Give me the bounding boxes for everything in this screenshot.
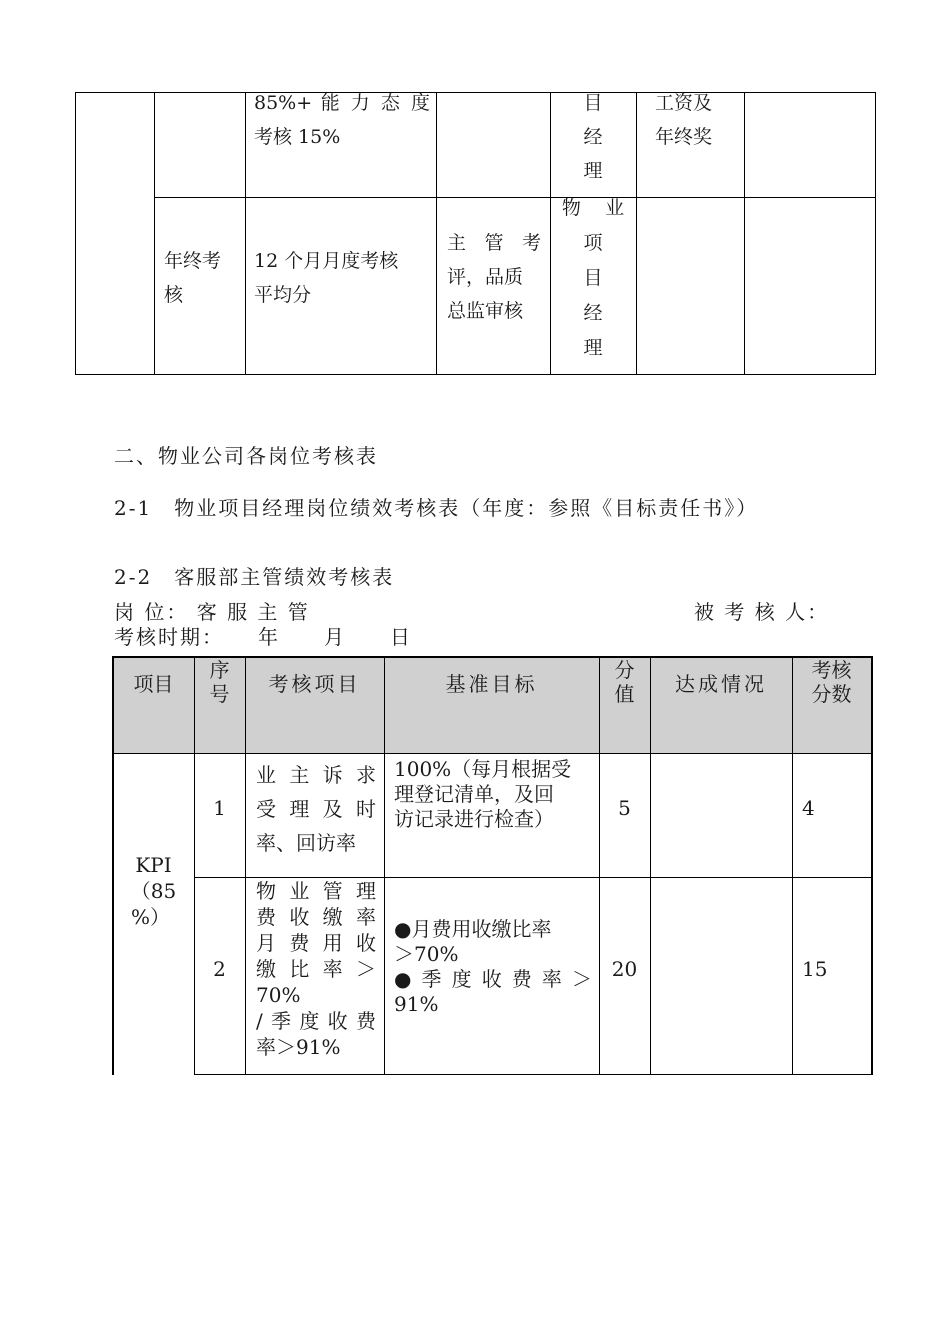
category-kpi: KPI （85 %） bbox=[130, 853, 177, 929]
row-seq: 2 bbox=[213, 957, 226, 981]
row-result: 4 bbox=[802, 796, 815, 820]
header-item: 项目 bbox=[133, 672, 174, 696]
row-target: ●月费用收缴比率 ＞70% ● 季 度 收 费 率 ＞ 91% bbox=[394, 917, 592, 1016]
subheading-2-1: 2-1 物业项目经理岗位绩效考核表（年度：参照《目标责任书》） bbox=[114, 496, 759, 520]
row1-method: 85%+ 能 力 态 度 考核 15% bbox=[254, 92, 430, 148]
header-seq: 序 号 bbox=[209, 658, 230, 706]
form-period: 考核时期： 年 月 日 bbox=[114, 625, 412, 649]
subheading-2-2: 2-2 客服部主管绩效考核表 bbox=[114, 565, 395, 589]
row-item: 业 主 诉 求 受 理 及 时 率、回访率 bbox=[256, 763, 376, 855]
section-heading: 二、物业公司各岗位考核表 bbox=[114, 444, 378, 468]
row-score: 20 bbox=[611, 957, 638, 981]
row-seq: 1 bbox=[213, 796, 226, 820]
header-assess-score: 考核 分数 bbox=[811, 658, 852, 706]
row2-approver: 物 业 项 目 经 理 bbox=[561, 197, 625, 359]
row-result: 15 bbox=[802, 957, 828, 981]
row2-reviewer: 主 管 考 评，品质 总监审核 bbox=[447, 232, 541, 322]
header-score: 分 值 bbox=[614, 658, 635, 706]
form-assessee: 被 考 核 人： bbox=[694, 600, 830, 624]
header-status: 达成情况 bbox=[675, 672, 767, 696]
row1-use: 工资及 年终奖 bbox=[655, 92, 713, 148]
header-assess-item: 考核项目 bbox=[268, 672, 361, 696]
row2-method: 12 个月月度考核 平均分 bbox=[254, 250, 399, 306]
row1-approver: 目 经 理 bbox=[583, 92, 603, 182]
form-position: 岗 位： 客 服 主 管 bbox=[114, 600, 310, 624]
row-target: 100%（每月根据受 理登记清单，及回 访记录进行检查） bbox=[394, 757, 572, 831]
header-target: 基准目标 bbox=[445, 672, 538, 696]
row-item: 物 业 管 理 费 收 缴 率 月 费 用 收 缴 比 率 ＞ 70% /季度收费 率＞91% bbox=[256, 879, 376, 1059]
row2-period: 年终考 核 bbox=[164, 250, 222, 306]
row-score: 5 bbox=[618, 796, 631, 820]
